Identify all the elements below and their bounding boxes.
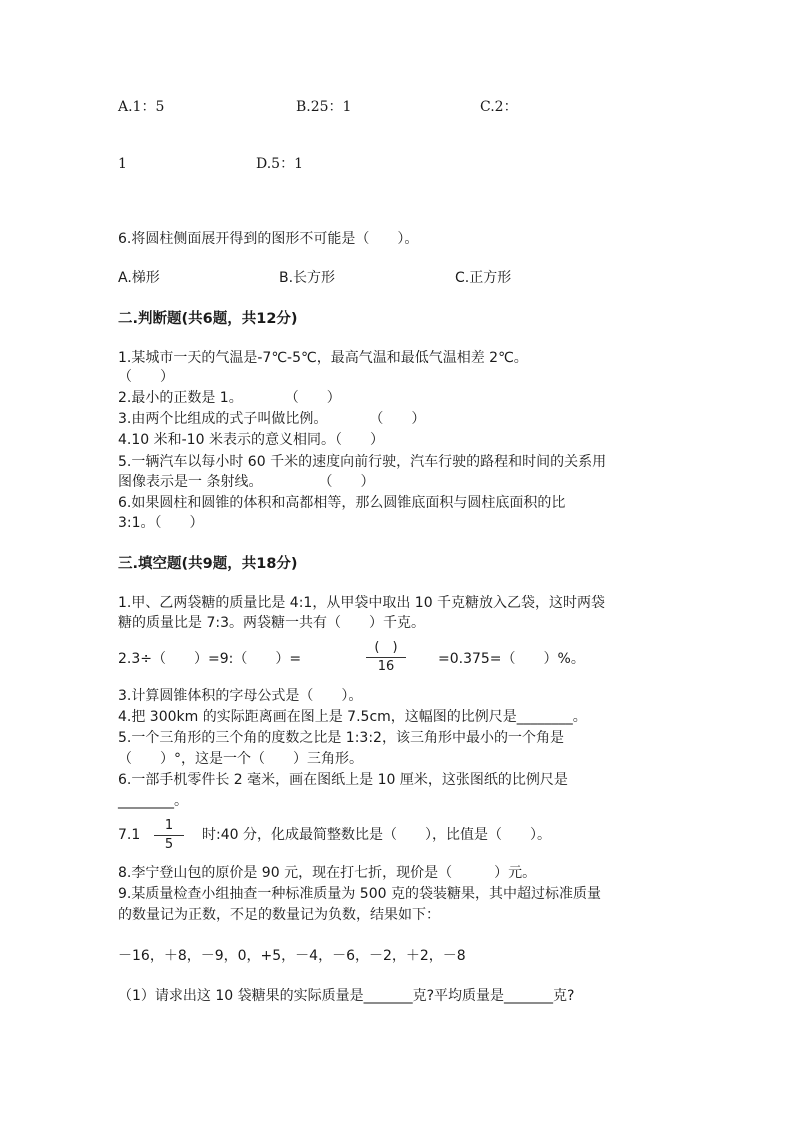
- fill-q9-line2: 的数量记为正数，不足的数量记为负数，结果如下：: [118, 907, 440, 923]
- fill-q6-line1: 6.一部手机零件长 2 毫米，画在图纸上是 10 厘米，这张图纸的比例尺是: [118, 772, 568, 788]
- fill-q4: 4.把 300km 的实际距离画在图上是 7.5cm，这幅图的比例尺是________。: [118, 709, 587, 725]
- fill-q2-left: 2.3÷（ ）=9:（ ）=: [118, 651, 302, 667]
- fraction-denominator: 16: [377, 659, 395, 674]
- fill-q7-left: 7.1: [118, 827, 141, 843]
- q6-option-c: C.正方形: [455, 270, 512, 286]
- judge-item-4: 4.10 米和-10 米表示的意义相同。（ ）: [118, 432, 384, 448]
- fill-q1-line2: 糖的质量比是 7:3。两袋糖一共有（ ）千克。: [118, 615, 425, 631]
- judge-item-6-line1: 6.如果圆柱和圆锥的体积和高都相等，那么圆锥底面积与圆柱底面积的比: [118, 495, 566, 511]
- fraction-bar: [366, 657, 406, 658]
- option-c-continued: 1: [118, 156, 127, 172]
- fill-q5-line2: （ ）°，这是一个（ ）三角形。: [118, 751, 363, 767]
- option-c: C.2：: [480, 99, 518, 115]
- fraction-bar: [154, 835, 184, 836]
- fill-q8: 8.李宁登山包的原价是 90 元，现在打七折，现价是（ ）元。: [118, 865, 537, 881]
- option-a: A.1：5: [118, 99, 165, 115]
- judge-item-1-bracket: （ ）: [118, 369, 174, 385]
- section-2-title: 二.判断题(共6题，共12分): [118, 311, 298, 327]
- fill-q1-line1: 1.甲、乙两袋糖的质量比是 4:1，从甲袋中取出 10 千克糖放入乙袋，这时两袋: [118, 595, 606, 611]
- fill-q3: 3.计算圆锥体积的字母公式是（ ）。: [118, 688, 363, 704]
- fraction-numerator: ( ): [374, 640, 398, 655]
- judge-item-1: 1.某城市一天的气温是-7℃-5℃，最高气温和最低气温相差 2℃。: [118, 350, 528, 366]
- fill-q6-line2: ________。: [118, 793, 188, 809]
- fill-q5-line1: 5.一个三角形的三个角的度数之比是 1:3:2，该三角形中最小的一个角是: [118, 730, 564, 746]
- fill-q9-subquestion-1: （1）请求出这 10 袋糖果的实际质量是_______克?平均质量是_______克?: [118, 988, 575, 1004]
- fill-q7-fraction: [154, 818, 184, 853]
- section-3-title: 三.填空题(共9题，共18分): [118, 556, 298, 572]
- judge-item-2: 2.最小的正数是 1。 （ ）: [118, 390, 341, 406]
- option-b: B.25：1: [296, 99, 352, 115]
- fill-q7-right: 时:40 分，化成最简整数比是（ ），比值是（ ）。: [202, 827, 551, 843]
- judge-item-3: 3.由两个比组成的式子叫做比例。 （ ）: [118, 411, 426, 427]
- judge-item-6-line2: 3:1。（ ）: [118, 515, 204, 531]
- q6-option-b: B.长方形: [279, 270, 336, 286]
- option-d: D.5：1: [256, 156, 303, 172]
- fraction-numerator: 1: [164, 818, 174, 833]
- fill-q2-fraction: [366, 640, 406, 675]
- fill-q2-right: =0.375=（ ）%。: [438, 651, 585, 667]
- fill-q9-line1: 9.某质量检查小组抽查一种标准质量为 500 克的袋装糖果，其中超过标准质量: [118, 886, 601, 902]
- fraction-denominator: 5: [164, 837, 174, 852]
- fill-q9-values: －16，＋8，－9，0，+5，－4，－6，－2，＋2，－8: [118, 948, 466, 964]
- q6-option-a: A.梯形: [118, 270, 160, 286]
- question-6-stem: 6.将圆柱侧面展开得到的图形不可能是（ ）。: [118, 231, 419, 247]
- judge-item-5-line1: 5.一辆汽车以每小时 60 千米的速度向前行驶，汽车行驶的路程和时间的关系用: [118, 454, 607, 470]
- judge-item-5-line2: 图像表示是一 条射线。 （ ）: [118, 474, 375, 490]
